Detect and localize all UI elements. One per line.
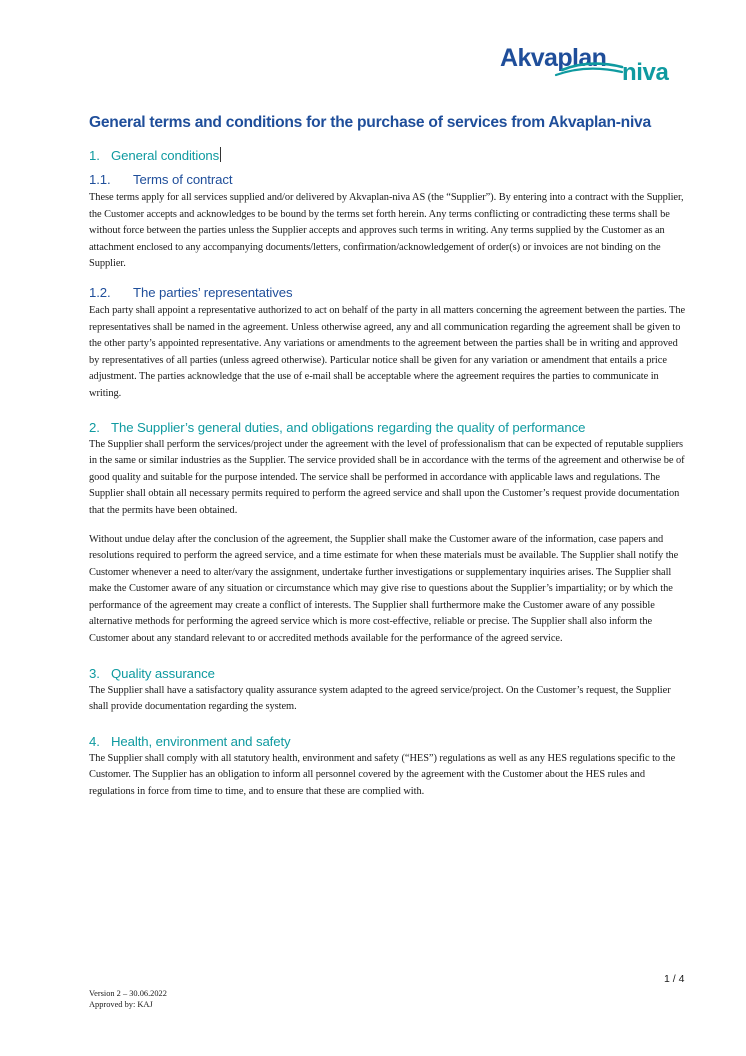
text-cursor xyxy=(220,147,221,162)
section-heading-1 xyxy=(89,147,689,165)
section-title: The Supplier’s general duties, and obligations regarding the quality of performance xyxy=(111,419,586,435)
paragraph-terms-of-contract: These terms apply for all services supplied and/or delivered by Akvaplan-niva AS (the “Supplier”). By entering into a contract with the Supplier, the Customer accepts and acknowledges to be bound by the terms set forth herein. Any terms conflicting or contradicting these terms shall be without force between the parties unless the Supplier accepts and approves such terms in writing. Any terms supplied by the Customer as an attachment enclosed to any accompanying documents/letters, confirmation/acknowledgement of order(s) or invoices are not binding on the Supplier. xyxy=(89,192,684,270)
paragraph-representatives: Each party shall appoint a representative authorized to act on behalf of the party in all matters concerning the agreement between the parties. The representatives shall be named in the agreement. Unless otherwise agreed, any and all communication regarding the agreement shall be given to the other party’s appointed representative. Any variations or amendments to the agreement between the parties shall be in writing and approved by representatives of all parties (unless agreed otherwise). Particular notice shall be given for any variation or amendment that entails a price adjustment. The parties acknowledge that the use of e-mail shall be acceptable where the agreement requires the parties to communicate in writing. xyxy=(89,304,686,399)
logo-text-akvaplan: Akvaplan xyxy=(500,44,607,72)
version-text: Version 2 – 30.06.2022 xyxy=(89,989,167,998)
subsection-title: Terms of contract xyxy=(133,172,233,187)
paragraph-quality-assurance: The Supplier shall have a satisfactory quality assurance system adapted to the agreed service/project. On the Customer’s request, the Supplier shall provide documentation regarding the system. xyxy=(89,684,671,713)
paragraph-general-duties-2: Without undue delay after the conclusion of the agreement, the Supplier shall make the Customer aware of the information, case papers and resolutions required to perform the agreed service, and a time estimate for when these materials must be available. The Supplier shall notify the Customer whenever a need to alter/vary the assignment, undertake further investigations or supplementary inquiries arises. The Supplier shall make the Customer aware of any situation or circumstance which may give rise to questions about the Supplier’s impartiality; or by which the performance of the agreement may create a conflict of interests. The Supplier shall furthermore make the Customer aware of any possible alternative methods for performing the agreed service which is more cost-effective, reliable or precise. The Supplier shall also inform the Customer about any standard relevant to or accredited methods available for the performance of the agreed service. xyxy=(89,533,679,645)
section-number: 1. xyxy=(89,148,100,163)
subsection-title: The parties’ representatives xyxy=(133,284,293,300)
document-footer xyxy=(89,989,167,1011)
logo-text-niva: niva xyxy=(622,59,669,86)
section-title: General conditions xyxy=(111,148,220,163)
subsection-number: 1.2. xyxy=(89,284,111,300)
document-body xyxy=(89,108,689,801)
section-number: 4. xyxy=(89,733,100,749)
section-number: 2. xyxy=(89,419,100,435)
subsection-heading-1-2 xyxy=(89,284,689,302)
section-heading-4 xyxy=(89,733,689,751)
document-title: General terms and conditions for the purchase of services from Akvaplan-niva xyxy=(89,114,651,131)
section-number: 3. xyxy=(89,665,100,681)
section-heading-3 xyxy=(89,665,689,683)
akvaplan-niva-logo xyxy=(498,40,690,94)
section-title: Health, environment and safety xyxy=(111,733,291,749)
section-title: Quality assurance xyxy=(111,665,215,681)
subsection-heading-1-1 xyxy=(89,171,689,189)
paragraph-hes: The Supplier shall comply with all statutory health, environment and safety (“HES”) regulations as well as any HES regulations specific to the Customer. The Supplier has an obligation to inform all personnel covered by the agreement with the Customer about the HES rules and regulations in force from time to time, and to ensure that these are complied with. xyxy=(89,752,676,798)
subsection-number: 1.1. xyxy=(89,172,111,187)
paragraph-general-duties-1: The Supplier shall perform the services/project under the agreement with the level of professionalism that can be expected of reputable suppliers in the same or similar industries as the Supplier. The service provided shall be in accordance with the terms of the agreement and otherwise be of good quality and suitable for the purpose intended. The service shall be performed in accordance with applicable laws and regulations. The Supplier shall obtain all necessary permits required to perform the agreed service and shall upon the Customer’s request provide documentation that the permits have been obtained. xyxy=(89,438,685,516)
page-number: 1 / 4 xyxy=(664,973,685,985)
approved-by-text: Approved by: KAJ xyxy=(89,999,153,1009)
section-heading-2 xyxy=(89,419,689,437)
